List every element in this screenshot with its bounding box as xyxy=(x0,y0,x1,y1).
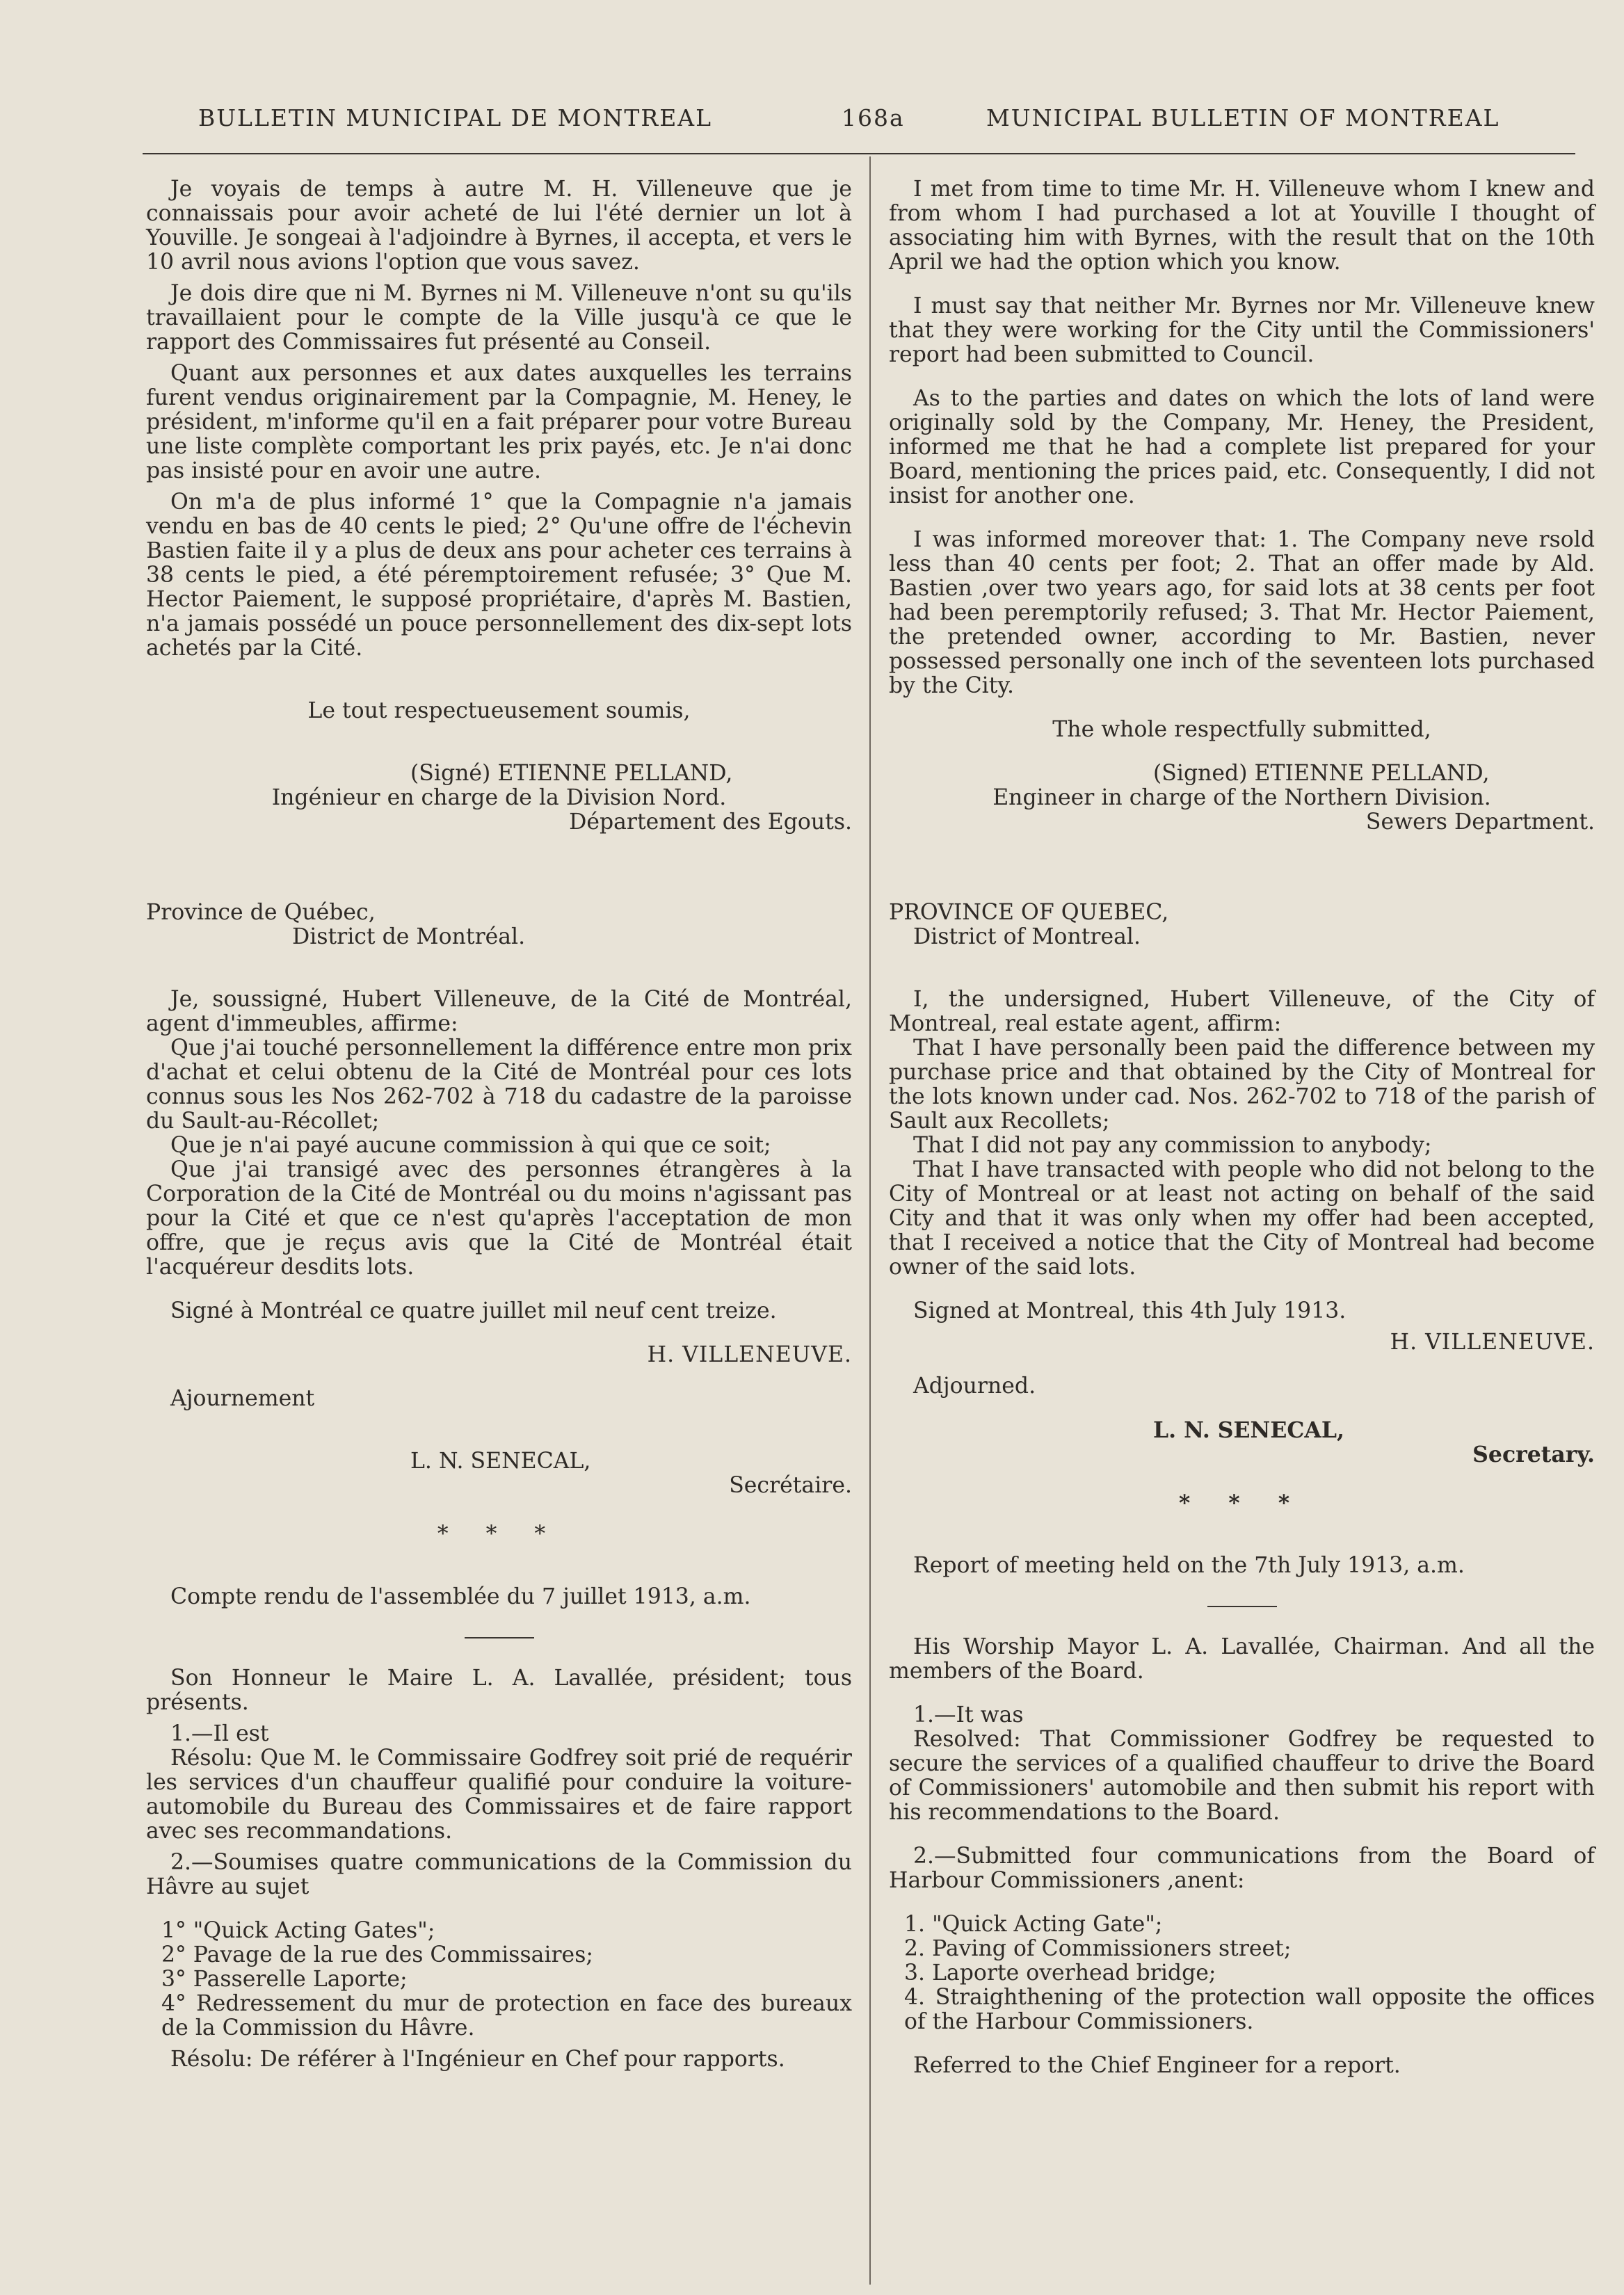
agenda-item: 1.—Il est xyxy=(170,1721,269,1746)
meeting-title: Report of meeting held on the 7th July 1913, a.m. xyxy=(913,1553,1465,1578)
submitted-line: Le tout respectueusement soumis, xyxy=(307,698,691,723)
affidavit-intro: I, the undersigned, Hubert Villeneuve, of the City of Montreal, real estate agent, affirm: xyxy=(889,987,1595,1036)
header-title-french: BULLETIN MUNICIPAL DE MONTREAL xyxy=(198,104,713,131)
list-item: 1° "Quick Acting Gates"; xyxy=(161,1918,435,1943)
agenda-item: 2.—Soumises quatre communications de la Commission du Hâvre au sujet xyxy=(146,1850,852,1899)
short-rule xyxy=(465,1637,534,1638)
adjournment: Adjourned. xyxy=(913,1374,1036,1399)
header-title-english: MUNICIPAL BULLETIN OF MONTREAL xyxy=(986,104,1500,131)
affidavit-clause: Que j'ai touché personnellement la différence entre mon prix d'achat et celui obtenu de la Cité de Montréal pour ces lots connus sous les Nos 262-702 à 718 du cadastre de la paroisse du Sault-au-Récollet; xyxy=(146,1036,852,1134)
english-column xyxy=(889,177,1595,2078)
paragraph: Je dois dire que ni M. Byrnes ni M. Villeneuve n'ont su qu'ils travaillaient pour le compte de la Ville jusqu'à ce que le rapport des Commissaires fut présenté au Conseil. xyxy=(146,281,852,355)
resolution: Referred to the Chief Engineer for a report. xyxy=(913,2053,1401,2078)
district-heading: District de Montréal. xyxy=(292,924,526,949)
list-item: 3° Passerelle Laporte; xyxy=(161,1967,408,1992)
paragraph: Je voyais de temps à autre M. H. Villeneuve que je connaissais pour avoir acheté de lui l'été dernier un lot à Youville. Je songeai à l'adjoindre à Byrnes, il accepta, et vers le 10 avril nous avions l'option que vous savez. xyxy=(146,177,852,275)
list-item: 2° Pavage de la rue des Commissaires; xyxy=(161,1942,593,1967)
french-column xyxy=(146,177,852,2072)
resolution: Résolu: De référer à l'Ingénieur en Chef pour rapports. xyxy=(170,2047,785,2072)
short-rule xyxy=(1207,1606,1277,1607)
submitted-line: The whole respectfully submitted, xyxy=(1052,717,1431,742)
signature-name: (Signé) ETIENNE PELLAND, xyxy=(410,761,733,786)
province-heading: Province de Québec, xyxy=(146,900,376,925)
affiant-name: H. VILLENEUVE. xyxy=(647,1342,852,1367)
paragraph: I met from time to time Mr. H. Villeneuve whom I knew and from whom I had purchased a lot at Youville I thought of associating him with Byrnes, with the result that on the 10th April we had the option which you know. xyxy=(889,177,1595,275)
affidavit-clause: That I have personally been paid the difference between my purchase price and that obtained by the City of Montreal for the lots known under cad. Nos. 262-702 to 718 of the parish of Sault aux Recollets; xyxy=(889,1036,1595,1134)
signature-title: Engineer in charge of the Northern Division. xyxy=(992,785,1491,810)
resolution: Resolved: That Commissioner Godfrey be requested to secure the services of a qualified chauffeur to drive the Board of Commissioners' automobile and then submit his report with his recommendations to the Board. xyxy=(889,1727,1595,1825)
secretary-title: Secretary. xyxy=(1472,1442,1595,1467)
list-item: 3. Laporte overhead bridge; xyxy=(904,1960,1216,1986)
signed-line: Signé à Montréal ce quatre juillet mil neuf cent treize. xyxy=(170,1298,777,1323)
column-divider xyxy=(869,156,871,2285)
adjournment: Ajournement xyxy=(170,1386,315,1411)
district-heading: District of Montreal. xyxy=(913,924,1141,949)
paragraph: I must say that neither Mr. Byrnes nor Mr. Villeneuve knew that they were working for the City until the Commissioners' report had been submitted to Council. xyxy=(889,293,1595,367)
attendance: Son Honneur le Maire L. A. Lavallée, président; tous présents. xyxy=(146,1666,852,1715)
list-item: 2. Paving of Commissioners street; xyxy=(904,1936,1292,1961)
meeting-title: Compte rendu de l'assemblée du 7 juillet 1913, a.m. xyxy=(170,1584,751,1609)
signature-name: (Signed) ETIENNE PELLAND, xyxy=(1153,761,1490,786)
affidavit-clause: That I have transacted with people who did not belong to the City of Montreal or at least not acting on behalf of the said City and that it was only when my offer had been accepted, that I received a notice that the City of Montreal had become owner of the said lots. xyxy=(889,1157,1595,1280)
section-separator: * * * xyxy=(1178,1490,1305,1516)
list-item: 4° Redressement du mur de protection en face des bureaux de la Commission du Hâvre. xyxy=(161,1991,852,2040)
secretary-name: L. N. SENECAL, xyxy=(410,1449,591,1474)
signature-department: Sewers Department. xyxy=(1365,810,1595,835)
signature-department: Département des Egouts. xyxy=(569,810,852,835)
resolution: Résolu: Que M. le Commissaire Godfrey soit prié de requérir les services d'un chauffeur qualifié pour conduire la voiture-automobile du Bureau des Commissaires et de faire rapport avec ses recommandations. xyxy=(146,1746,852,1844)
page-number: 168a xyxy=(842,104,905,131)
list-item: 4. Straighthening of the protection wall opposite the offices of the Harbour Commissioners. xyxy=(904,1985,1595,2034)
section-separator: * * * xyxy=(437,1522,561,1547)
list-item: 1. "Quick Acting Gate"; xyxy=(904,1912,1163,1937)
header-rule xyxy=(143,153,1575,154)
attendance: His Worship Mayor L. A. Lavallée, Chairman. And all the members of the Board. xyxy=(889,1634,1595,1684)
signature-title: Ingénieur en charge de la Division Nord. xyxy=(271,785,727,810)
page-header xyxy=(0,104,1624,146)
secretary-name: L. N. SENECAL, xyxy=(1153,1417,1344,1443)
paragraph: I was informed moreover that: 1. The Company neve rsold less than 40 cents per foot; 2. That an offer made by Ald. Bastien ,over two years ago, for said lots at 38 cents per foot had been peremptorily refused; 3. That Mr. Hector Paiement, the pretended owner, according to Mr. Bastien, never possessed personally one inch of the seventeen lots purchased by the City. xyxy=(889,527,1595,698)
paragraph: As to the parties and dates on which the lots of land were originally sold by the Company, Mr. Heney, the President, informed me that he had a complete list prepared for your Board, mentioning the prices paid, etc. Consequently, I did not insist for another one. xyxy=(889,386,1595,508)
affidavit-clause: Que j'ai transigé avec des personnes étrangères à la Corporation de la Cité de Montréal ou du moins n'agissant pas pour la Cité et que ce n'est qu'après l'acceptation de mon offre, que je reçus avis que la Cité de Montréal était l'acquéreur desdits lots. xyxy=(146,1157,852,1280)
secretary-title: Secrétaire. xyxy=(729,1473,852,1498)
paragraph: Quant aux personnes et aux dates auxquelles les terrains furent vendus originairement par la Compagnie, M. Heney, le président, m'informe qu'il en a fait préparer pour votre Bureau une liste complète comportant les prix payés, etc. Je n'ai donc pas insisté pour en avoir une autre. xyxy=(146,361,852,483)
province-heading: PROVINCE OF QUEBEC, xyxy=(889,900,1169,925)
agenda-item: 2.—Submitted four communications from the Board of Harbour Commissioners ,anent: xyxy=(889,1844,1595,1893)
affiant-name: H. VILLENEUVE. xyxy=(1390,1330,1595,1355)
paragraph: On m'a de plus informé 1° que la Compagnie n'a jamais vendu en bas de 40 cents le pied; 2° Qu'une offre de l'échevin Bastien faite il y a plus de deux ans pour acheter ces terrains à 38 cents le pied, a été péremptoirement refusée; 3° Que M. Hector Paiement, le supposé propriétaire, d'après M. Bastien, n'a jamais possédé un pouce personnellement des dix-sept lots achetés par la Cité. xyxy=(146,490,852,661)
affidavit-intro: Je, soussigné, Hubert Villeneuve, de la Cité de Montréal, agent d'immeubles, affirme: xyxy=(146,987,852,1036)
agenda-item: 1.—It was xyxy=(913,1702,1024,1728)
affidavit-clause: That I did not pay any commission to anybody; xyxy=(913,1133,1432,1158)
signed-line: Signed at Montreal, this 4th July 1913. xyxy=(913,1298,1346,1323)
affidavit-clause: Que je n'ai payé aucune commission à qui que ce soit; xyxy=(170,1133,771,1158)
